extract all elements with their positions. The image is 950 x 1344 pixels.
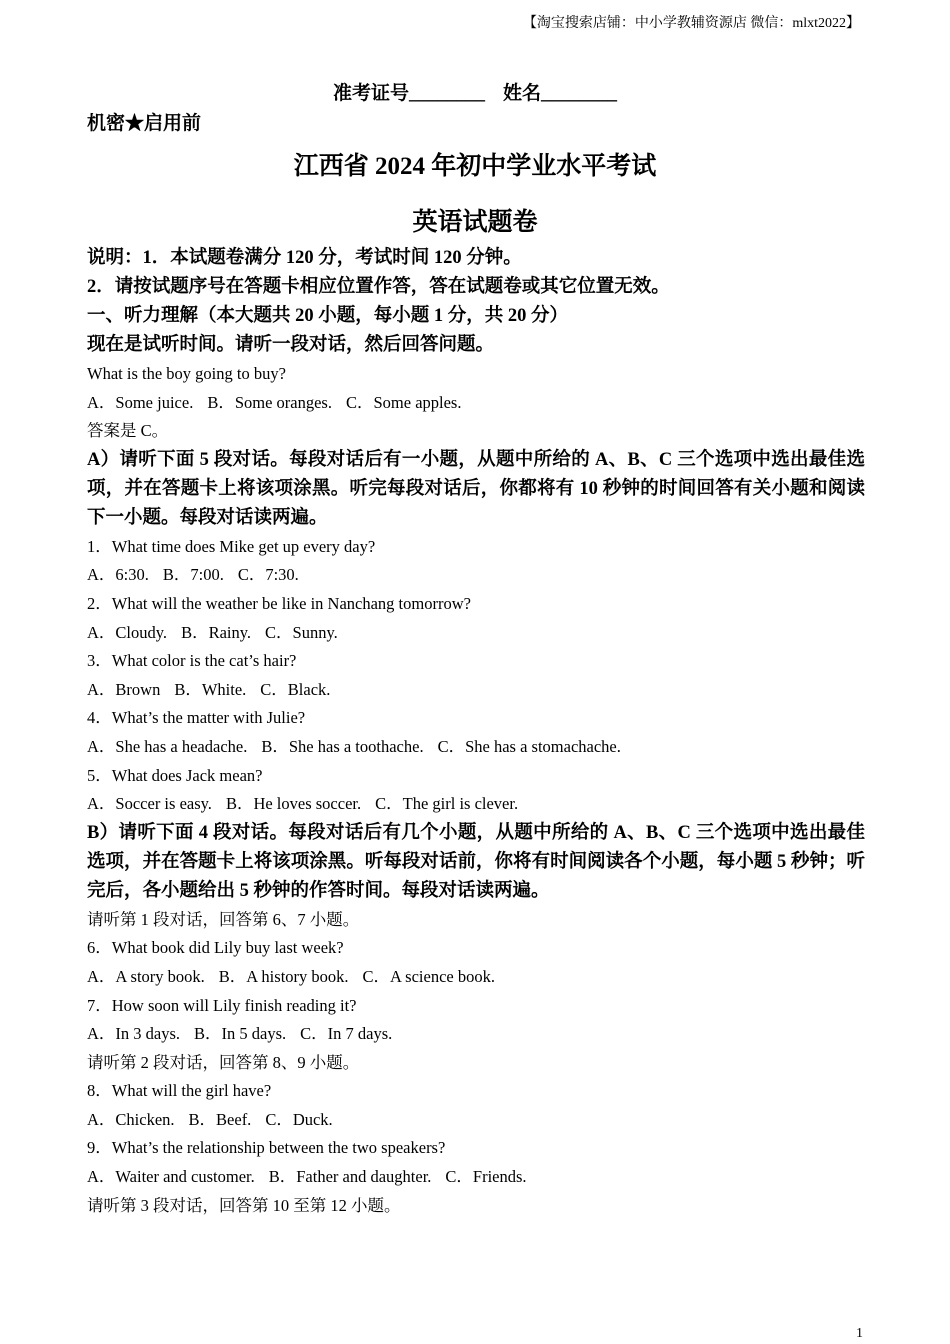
dialogue-2-note: 请听第 2 段对话，回答第 8、9 小题。: [87, 1052, 360, 1072]
option: B．Rainy.: [181, 622, 252, 642]
option: A．Waiter and customer.: [87, 1167, 255, 1187]
option: C．A science book.: [362, 966, 495, 986]
question-8-options: [87, 1106, 865, 1135]
option: C．Duck.: [265, 1109, 333, 1129]
sample-options: [87, 389, 865, 418]
option: B．Beef.: [188, 1109, 252, 1129]
page-number: 1: [856, 1326, 863, 1341]
sample-intro: 现在是试听时间。请听一段对话，然后回答问题。: [87, 335, 495, 355]
question-9: 9．What’s the relationship between the two speakers?: [87, 1138, 446, 1158]
option: C．7:30.: [237, 565, 299, 585]
question-5: 5．What does Jack mean?: [87, 765, 263, 785]
option: A．Brown: [87, 679, 161, 699]
question-8: 8．What will the girl have?: [87, 1081, 272, 1101]
option: C．Friends.: [445, 1167, 527, 1187]
question-1-options: [87, 561, 865, 590]
option: C．She has a stomachache.: [437, 736, 621, 756]
option: A．Some juice.: [87, 392, 194, 412]
option: A．A story book.: [87, 966, 205, 986]
question-3: 3．What color is the cat’s hair?: [87, 651, 297, 671]
option: B．She has a toothache.: [261, 736, 424, 756]
option: C．Some apples.: [345, 392, 462, 412]
option: B．He loves soccer.: [225, 794, 362, 814]
option: C．Sunny.: [265, 622, 338, 642]
part-b-instruction: B）请听下面 4 段对话。每段对话后有几个小题，从题中所给的 A、B、C 三个选项中选出最佳选项，并在答题卡上将该项涂黑。听每段对话前，你将有时间阅读各个小题，每小题 5 秒钟；听完后，各小题给出 5 秒钟的作答时间。每段对话读两遍。: [87, 822, 865, 901]
exam-id-line: [0, 78, 950, 105]
sample-question: What is the boy going to buy?: [87, 364, 286, 383]
option: B．Father and daughter.: [268, 1167, 432, 1187]
option: A．In 3 days.: [87, 1024, 181, 1044]
question-5-options: [87, 790, 865, 819]
sample-answer: 答案是 C。: [87, 421, 169, 441]
exam-number-field: 准考证号________: [332, 83, 485, 104]
option: B．Some oranges.: [207, 392, 332, 412]
question-2: 2．What will the weather be like in Nanchang tomorrow?: [87, 593, 471, 613]
section-1-title: 一、听力理解（本大题共 20 小题，每小题 1 分，共 20 分）: [87, 306, 569, 326]
question-9-options: [87, 1163, 865, 1192]
option: C．Black.: [260, 679, 331, 699]
question-7-options: [87, 1020, 865, 1049]
option: C．In 7 days.: [300, 1024, 393, 1044]
option: A．Cloudy.: [87, 622, 168, 642]
question-4-options: [87, 733, 865, 762]
instruction-2: 2．请按试题序号在答题卡相应位置作答，答在试题卷或其它位置无效。: [87, 277, 670, 297]
header-note: 【淘宝搜索店铺：中小学教辅资源店 微信：mlxt2022】: [522, 16, 860, 31]
name-field: 姓名________: [503, 83, 618, 104]
confidential-label: 机密★启用前: [87, 113, 202, 134]
instruction-1: 说明：1．本试题卷满分 120 分，考试时间 120 分钟。: [87, 248, 522, 268]
page-title: 江西省 2024 年初中学业水平考试: [293, 153, 657, 180]
question-1: 1．What time does Mike get up every day?: [87, 536, 376, 556]
option: A．Soccer is easy.: [87, 794, 212, 814]
page-subtitle: 英语试题卷: [412, 209, 538, 236]
option: B．In 5 days.: [194, 1024, 287, 1044]
question-6: 6．What book did Lily buy last week?: [87, 938, 344, 958]
option: A．She has a headache.: [87, 736, 248, 756]
dialogue-3-note: 请听第 3 段对话，回答第 10 至第 12 小题。: [87, 1195, 401, 1215]
option: B．A history book.: [218, 966, 349, 986]
exam-content: [87, 244, 865, 1220]
question-7: 7．How soon will Lily finish reading it?: [87, 995, 357, 1015]
option: A．6:30.: [87, 565, 149, 585]
question-6-options: [87, 963, 865, 992]
question-4: 4．What’s the matter with Julie?: [87, 708, 306, 728]
option: A．Chicken.: [87, 1109, 175, 1129]
dialogue-1-note: 请听第 1 段对话，回答第 6、7 小题。: [87, 909, 360, 929]
option: B．White.: [174, 679, 247, 699]
part-a-instruction: A）请听下面 5 段对话。每段对话后有一小题，从题中所给的 A、B、C 三个选项中选出最佳选项，并在答题卡上将该项涂黑。听完每段对话后，你都将有 10 秒钟的时间回答有关小题和阅读下一小题。每段对话读两遍。: [87, 449, 865, 528]
question-2-options: [87, 619, 865, 648]
question-3-options: [87, 676, 865, 705]
option: B．7:00.: [162, 565, 224, 585]
option: C．The girl is clever.: [375, 794, 519, 814]
